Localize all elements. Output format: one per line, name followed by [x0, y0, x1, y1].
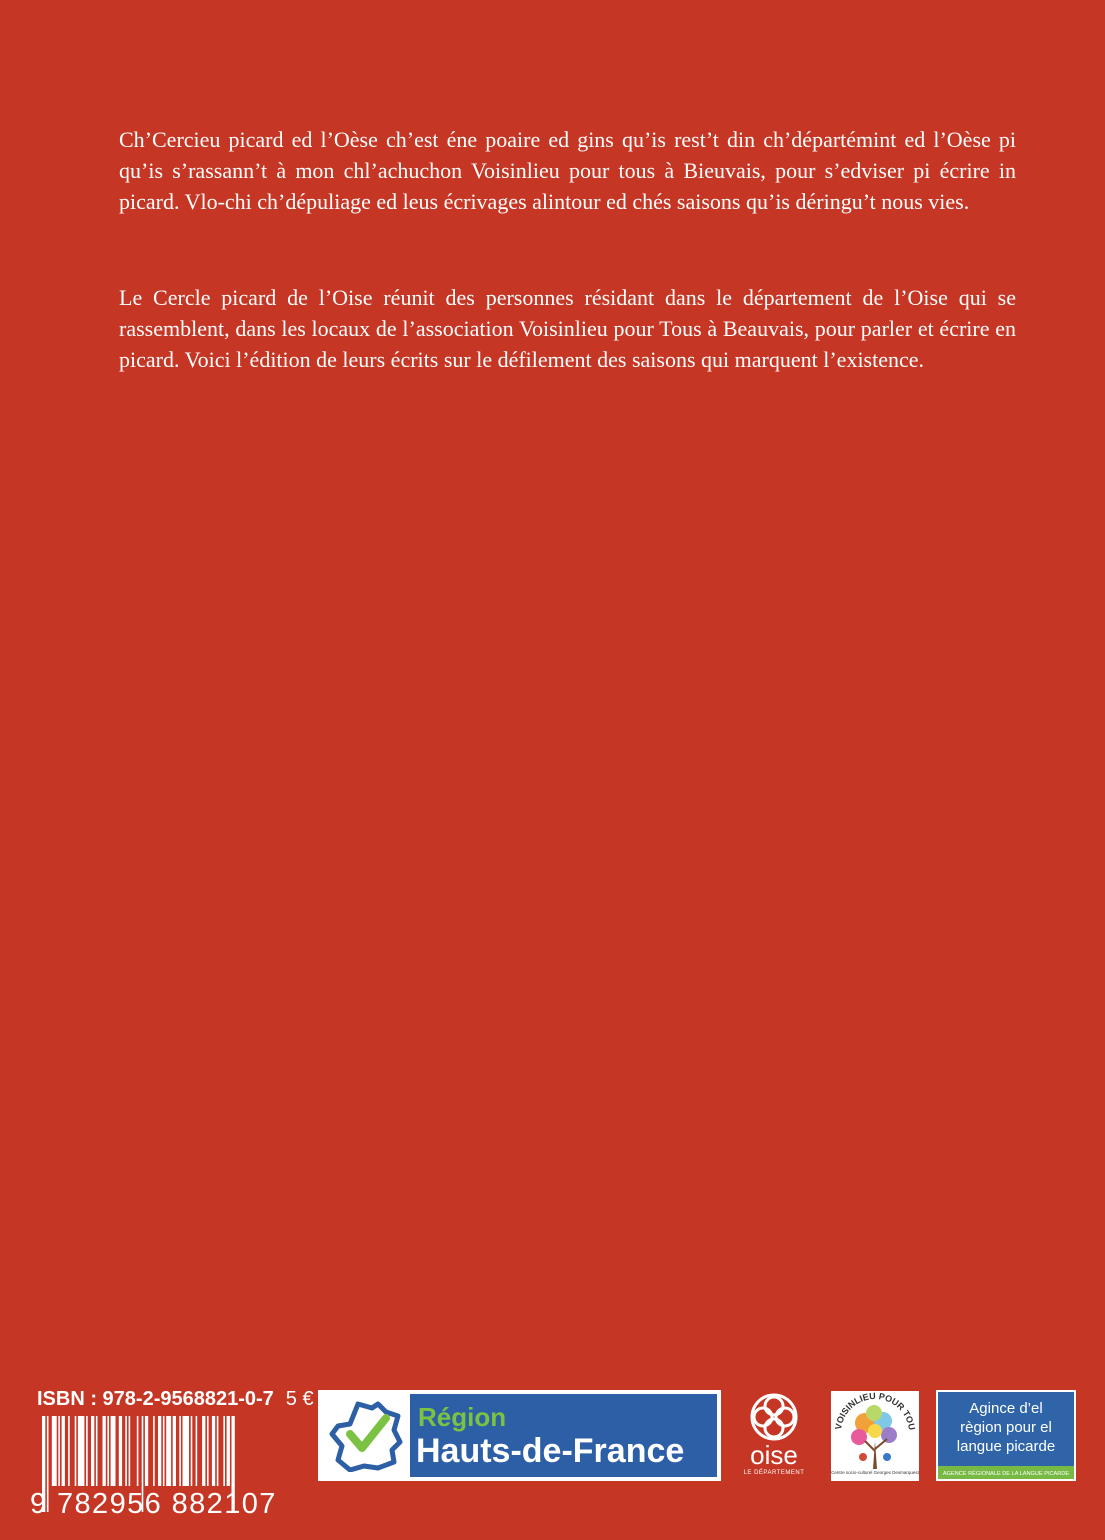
isbn-label: ISBN : 978-2-9568821-0-7 [37, 1388, 274, 1410]
barcode-digits: 9 782956 882107 [30, 1488, 277, 1520]
agence-subtitle: AGENCE RÉGIONALE DE LA LANGUE PICARDE [942, 1471, 1070, 1477]
agence-line-2: règion pour el [960, 1419, 1052, 1436]
oise-subtitle: LE DÉPARTEMENT [743, 1470, 805, 1476]
region-hauts-de-france-logo [318, 1390, 721, 1481]
voisinlieu-tree-icon [831, 1391, 919, 1481]
oise-word: oise [750, 1440, 798, 1470]
region-name: Hauts-de-France [416, 1432, 685, 1470]
oise-logo [738, 1390, 810, 1482]
oise-emblem-icon [738, 1390, 810, 1444]
agence-langue-picarde-logo [936, 1390, 1076, 1481]
region-label: Région [418, 1402, 507, 1432]
picard-paragraph: Ch’Cercieu picard ed l’Oèse ch’est éne poaire ed gins qu’is rest’t din ch’départémint ed l’Oèse pi qu’is s’rassann’t à mon chl’achuchon Voisinlieu pour tous à Bieuvais, pour s’edviser pi écrire in picard. Vlo-chi ch’dépuliage ed leus écrivages alintour ed chés saisons qu’is déringu’t nous vies. [119, 127, 1016, 214]
french-paragraph: Le Cercle picard de l’Oise réunit des personnes résidant dans le département de l’Oise qui se rassemblent, dans les locaux de l’association Voisinlieu pour Tous à Beauvais, pour parler et écrire en picard. Voici l’édition de leurs écrits sur le défilement des saisons qui marquent l’existence. [119, 285, 1016, 372]
voisinlieu-pour-tous-logo [831, 1391, 919, 1481]
price: 5 € [285, 1388, 314, 1410]
agence-line-3: langue picarde [956, 1438, 1056, 1455]
agence-line-1: Agince d’el [969, 1400, 1043, 1417]
france-map-icon [328, 1400, 406, 1472]
voisinlieu-arc-text: VOISINLIEU POUR TOU [833, 1391, 917, 1431]
voisinlieu-caption: Centre socio-culturel Georges Desmarquest [831, 1470, 919, 1475]
isbn-line [37, 1388, 314, 1411]
